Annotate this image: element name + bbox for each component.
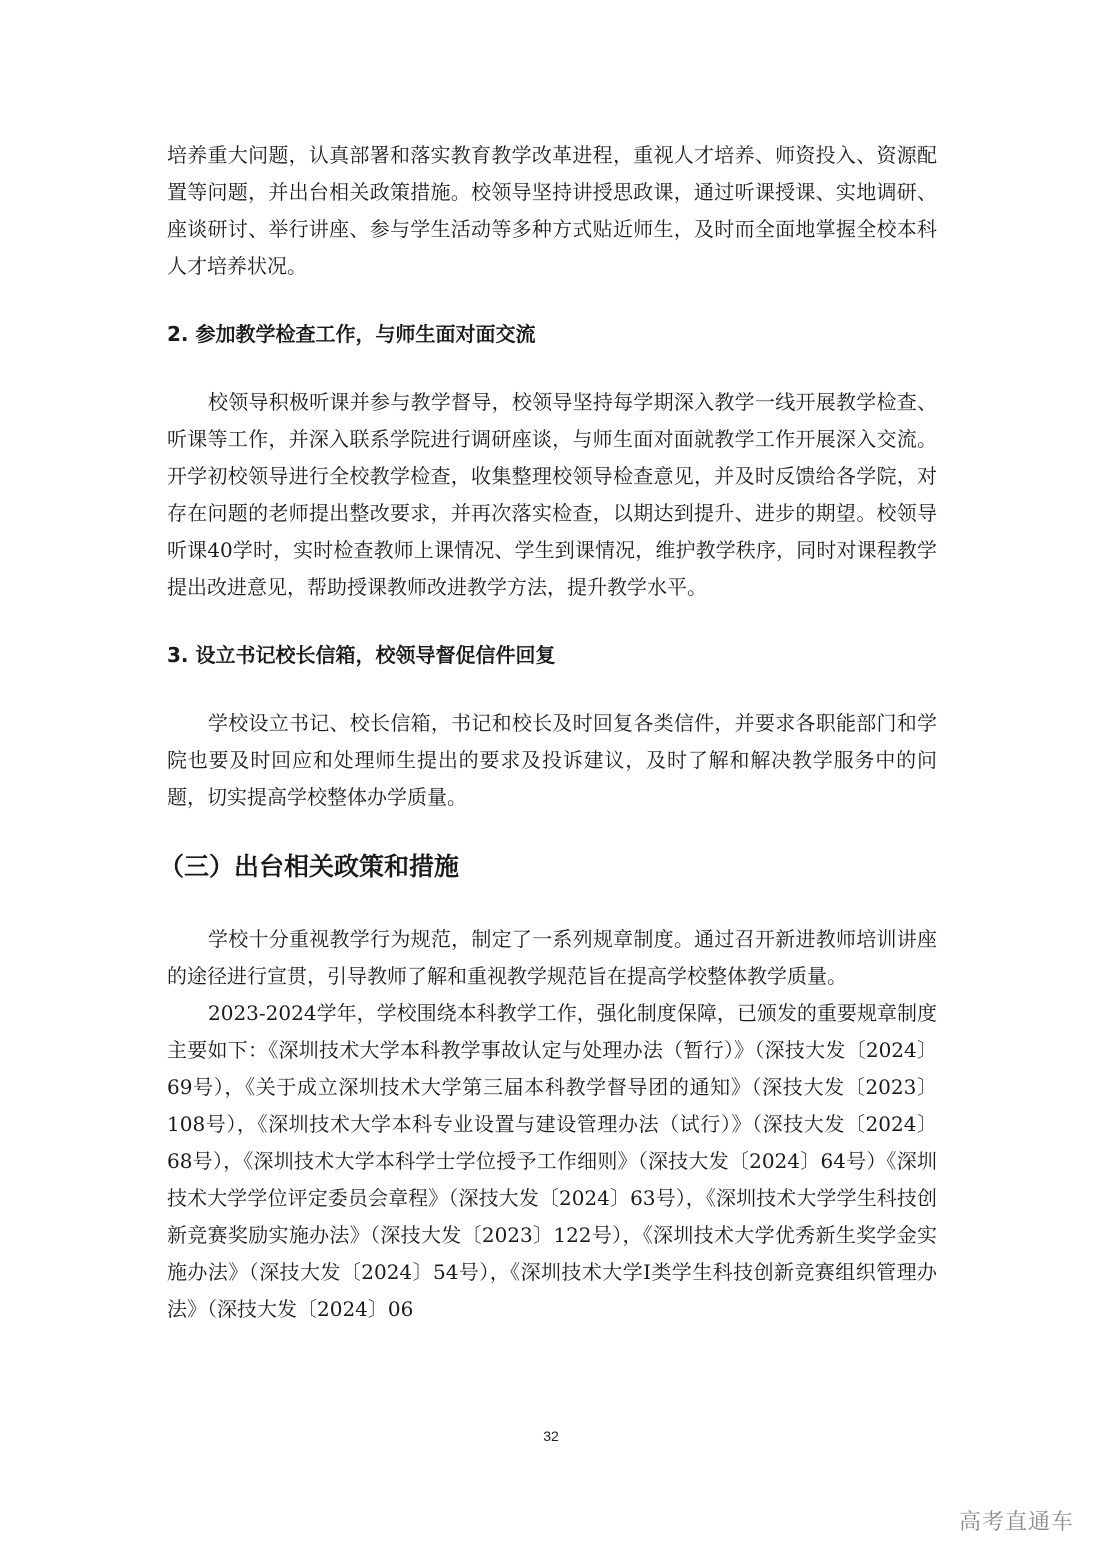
page-number: 32 (543, 1428, 559, 1444)
paragraph-talent-training: 培养重大问题，认真部署和落实教育教学改革进程，重视人才培养、师资投入、资源配置等问题，并出台相关政策措施。校领导坚持讲授思政课，通过听课授课、实地调研、座谈研讨、举行讲座、参与学生活动等多种方式贴近师生，及时而全面地掌握全校本科人才培养状况。 (167, 143, 937, 278)
paragraph-mailbox: 学校设立书记、校长信箱，书记和校长及时回复各类信件，并要求各职能部门和学院也要及时回应和处理师生提出的要求及投诉建议，及时了解和解决教学服务中的问题，切实提高学校整体办学质量。 (167, 711, 937, 809)
section-title-policies: （三）出台相关政策和措施 (159, 852, 460, 881)
paragraph-teaching-inspection: 校领导积极听课并参与教学督导，校领导坚持每学期深入教学一线开展教学检查、听课等工作，并深入联系学院进行调研座谈，与师生面对面就教学工作开展深入交流。开学初校领导进行全校教学检查，收集整理校领导检查意见，并及时反馈给各学院，对存在问题的老师提出整改要求，并再次落实检查，以期达到提升、进步的期望。校领导听课40学时，实时检查教师上课情况、学生到课情况，维护教学秩序，同时对课程教学提出改进意见，帮助授课教师改进教学方法，提升教学水平。 (167, 390, 937, 599)
paragraph-regulations-list: 2023-2024学年，学校围绕本科教学工作，强化制度保障，已颁发的重要规章制度主要如下：《深圳技术大学本科教学事故认定与处理办法（暂行）》（深技大发〔2024〕69号），《关于成立深圳技术大学第三届本科教学督导团的通知》（深技大发〔2023〕108号），《深圳技术大学本科专业设置与建设管理办法（试行）》（深技大发〔2024〕68号），《深圳技术大学本科学士学位授予工作细则》（深技大发〔2024〕64号）《深圳技术大学学位评定委员会章程》（深技大发〔2024〕63号），《深圳技术大学学生科技创新竞赛奖励实施办法》（深技大发〔2023〕122号），《深圳技术大学优秀新生奖学金实施办法》（深技大发〔2024〕54号），《深圳技术大学Ⅰ类学生科技创新竞赛组织管理办法》（深技大发〔2024〕06 (167, 1001, 937, 1321)
paragraph-teaching-norms: 学校十分重视教学行为规范，制定了一系列规章制度。通过召开新进教师培训讲座的途径进行宣贯，引导教师了解和重视教学规范旨在提高学校整体教学质量。 (167, 927, 937, 988)
page-body (159, 137, 937, 1328)
watermark-text: 高考直通车 (958, 1510, 1074, 1535)
heading-teaching-inspection: 2. 参加教学检查工作，与师生面对面交流 (167, 322, 536, 346)
heading-mailbox: 3. 设立书记校长信箱，校领导督促信件回复 (167, 643, 556, 667)
